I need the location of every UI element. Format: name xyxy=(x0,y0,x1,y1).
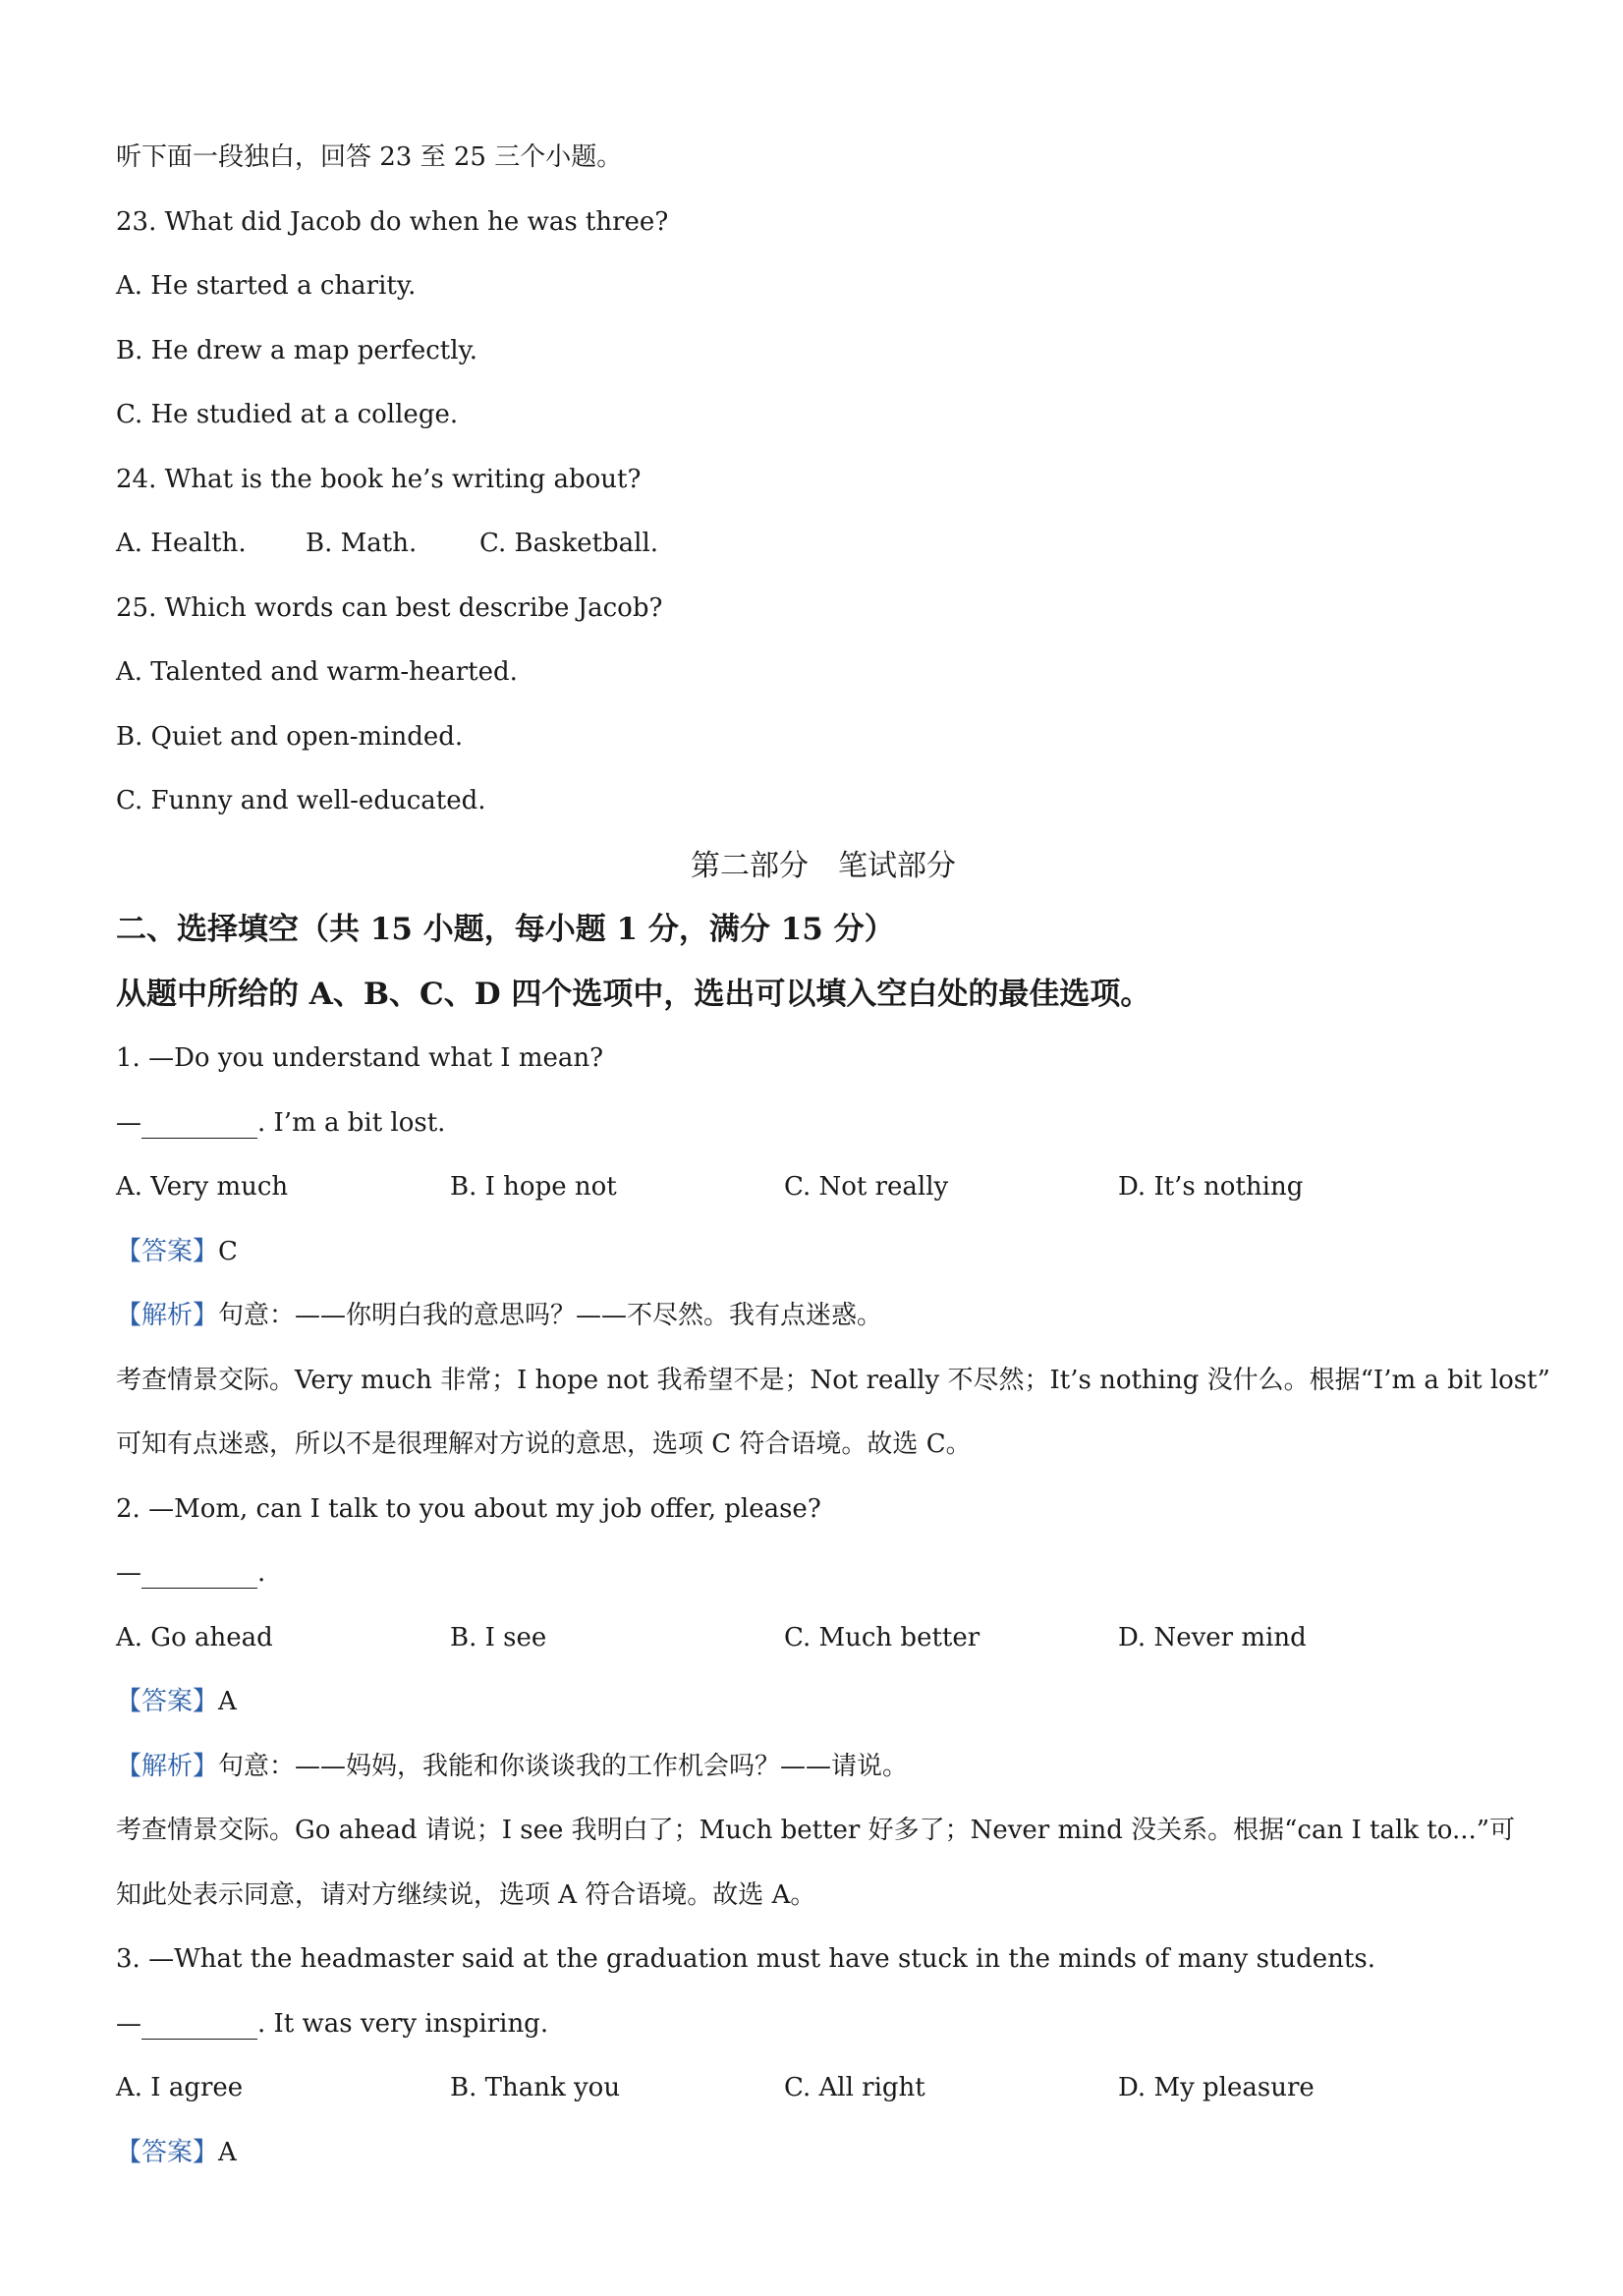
question-25-option-b: B. Quiet and open-minded. xyxy=(116,721,464,752)
answer-label: 【答案】 xyxy=(116,1236,219,1266)
answer-blank xyxy=(141,1550,257,1589)
question-3-reply xyxy=(116,1992,1531,2057)
question-3-option-a: A. I agree xyxy=(116,2073,244,2102)
question-1-option-a: A. Very much xyxy=(116,1172,289,1202)
question-25-stem: 25. Which words can best describe Jacob? xyxy=(116,592,663,623)
reply-text: . xyxy=(257,1558,266,1588)
question-3-answer xyxy=(116,2121,1531,2186)
question-25-option-c: C. Funny and well-educated. xyxy=(116,786,486,815)
question-1-option-b: B. I hope not xyxy=(450,1172,617,1202)
question-2-stem: 2. —Mom, can I talk to you about my job offer, please? xyxy=(116,1493,821,1524)
question-2-explanation-line-2: 知此处表示同意，请对方继续说，选项 A 符合语境。故选 A。 xyxy=(116,1879,816,1910)
question-24-stem: 24. What is the book he’s writing about? xyxy=(116,464,642,494)
question-23-option-a: A. He started a charity. xyxy=(116,271,417,301)
question-23-stem: 23. What did Jacob do when he was three? xyxy=(116,206,669,237)
question-24-option-a: A. Health. xyxy=(116,529,247,558)
answer-blank xyxy=(141,2001,257,2040)
answer-value: A xyxy=(218,1687,237,1716)
question-2-option-d: D. Never mind xyxy=(1118,1622,1307,1652)
reply-dash: — xyxy=(116,2008,141,2039)
reply-text: . It was very inspiring. xyxy=(257,2008,549,2039)
question-2-reply xyxy=(116,1541,1531,1606)
question-3-options xyxy=(116,2056,1531,2121)
analysis-text: 句意：——妈妈，我能和你谈谈我的工作机会吗？——请说。 xyxy=(218,1751,909,1781)
question-2-explanation-line-1: 考查情景交际。Go ahead 请说；I see 我明白了；Much better 好多了；Never mind 没关系。根据“can I talk to...”可 xyxy=(116,1816,1516,1845)
question-1-options xyxy=(116,1155,1531,1220)
question-3-option-d: D. My pleasure xyxy=(1118,2073,1315,2102)
question-1-option-c: C. Not really xyxy=(784,1172,949,1202)
answer-blank xyxy=(141,1100,257,1139)
question-1-analysis xyxy=(116,1284,1531,1349)
question-3-option-c: C. All right xyxy=(784,2073,925,2102)
question-23-option-c: C. He studied at a college. xyxy=(116,400,459,429)
question-1-explanation-line-1: 考查情景交际。Very much 非常；I hope not 我希望不是；Not really 不尽然；It’s nothing 没什么。根据“I’m a bit lost” xyxy=(116,1365,1550,1395)
reply-text: . I’m a bit lost. xyxy=(257,1107,446,1138)
answer-value: C xyxy=(218,1236,238,1266)
question-2-option-a: A. Go ahead xyxy=(116,1622,273,1652)
question-2-analysis xyxy=(116,1735,1531,1800)
question-24-options xyxy=(116,512,1531,577)
listening-intro: 听下面一段独白，回答 23 至 25 三个小题。 xyxy=(116,142,623,172)
question-1-reply xyxy=(116,1092,1531,1156)
analysis-label: 【解析】 xyxy=(116,1301,219,1330)
reply-dash: — xyxy=(116,1558,141,1588)
question-3-stem: 3. —What the headmaster said at the graduation must have stuck in the minds of many students. xyxy=(116,1944,1375,1974)
question-24-option-c: C. Basketball. xyxy=(479,529,659,558)
section-heading: 二、选择填空（共 15 小题，每小题 1 分，满分 15 分） xyxy=(116,912,895,947)
question-23-option-b: B. He drew a map perfectly. xyxy=(116,335,478,365)
answer-label: 【答案】 xyxy=(116,1687,219,1716)
question-1-stem: 1. —Do you understand what I mean? xyxy=(116,1043,604,1073)
analysis-text: 句意：——你明白我的意思吗？——不尽然。我有点迷惑。 xyxy=(218,1301,883,1330)
answer-label: 【答案】 xyxy=(116,2137,219,2167)
question-1-answer xyxy=(116,1220,1531,1285)
question-1-option-d: D. It’s nothing xyxy=(1118,1172,1304,1202)
question-24-option-b: B. Math. xyxy=(306,529,418,558)
question-2-options xyxy=(116,1606,1531,1671)
document-page xyxy=(116,126,1550,2185)
analysis-label: 【解析】 xyxy=(116,1751,219,1781)
question-2-answer xyxy=(116,1670,1531,1735)
question-1-explanation-line-2: 可知有点迷惑，所以不是很理解对方说的意思，选项 C 符合语境。故选 C。 xyxy=(116,1429,972,1459)
question-2-option-b: B. I see xyxy=(450,1622,547,1652)
reply-dash: — xyxy=(116,1107,141,1138)
question-2-option-c: C. Much better xyxy=(784,1622,980,1652)
answer-value: A xyxy=(218,2137,237,2167)
section-instruction: 从题中所给的 A、B、C、D 四个选项中，选出可以填入空白处的最佳选项。 xyxy=(116,976,1151,1012)
question-25-option-a: A. Talented and warm-hearted. xyxy=(116,657,518,687)
part-two-title: 第二部分 笔试部分 xyxy=(691,848,956,883)
question-3-option-b: B. Thank you xyxy=(450,2073,621,2102)
